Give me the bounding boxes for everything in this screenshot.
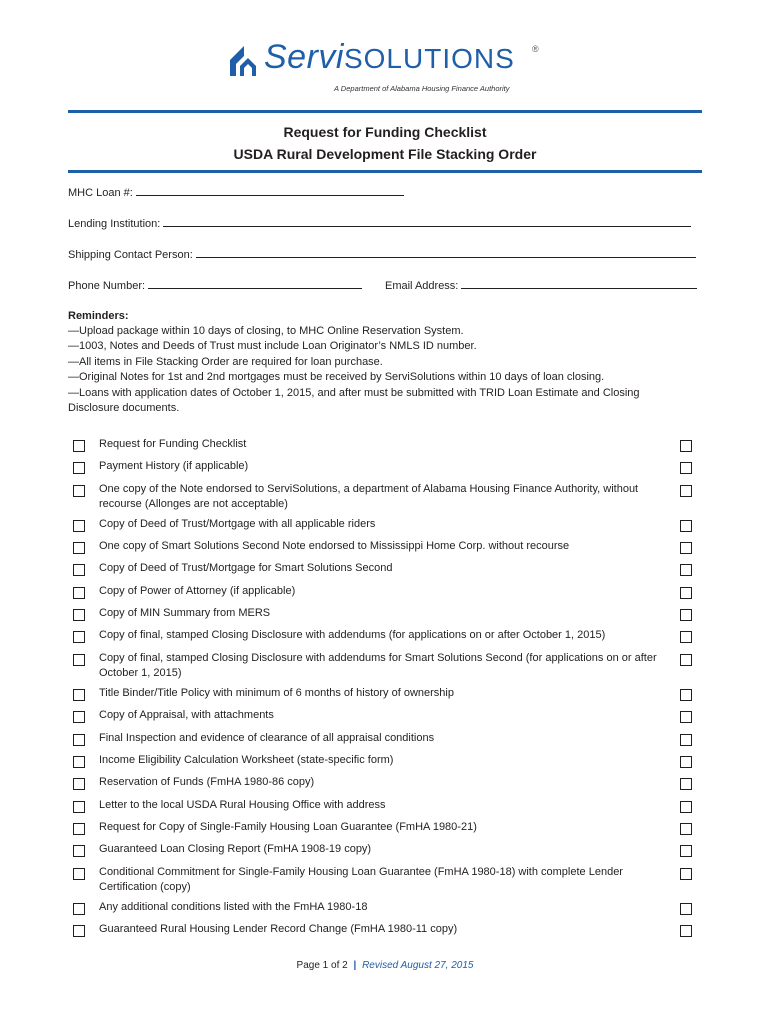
shipping-contact-line[interactable] bbox=[196, 247, 696, 258]
right-checkbox[interactable] bbox=[680, 903, 692, 915]
title-rule bbox=[68, 170, 702, 173]
right-checkbox[interactable] bbox=[680, 485, 692, 497]
left-checkbox[interactable] bbox=[73, 868, 85, 880]
right-checkbox[interactable] bbox=[680, 756, 692, 768]
logo-wordmark: ServiSOLUTIONS bbox=[264, 38, 515, 76]
page-subtitle: USDA Rural Development File Stacking Order bbox=[233, 146, 537, 162]
checklist-item: Copy of MIN Summary from MERS bbox=[99, 607, 271, 619]
checklist-item: Request for Copy of Single-Family Housing Loan Guarantee (FmHA 1980-21) bbox=[99, 821, 477, 833]
right-checkbox[interactable] bbox=[680, 868, 692, 880]
mhc-loan-field[interactable] bbox=[68, 185, 404, 199]
checklist-item: One copy of the Note endorsed to ServiSolutions, a department of Alabama Housing Finance Authority, without recourse (Allonges are not acceptable) bbox=[99, 483, 639, 510]
left-checkbox[interactable] bbox=[73, 711, 85, 723]
checklist-item: Conditional Commitment for Single-Family Housing Loan Guarantee (FmHA 1980-18) with complete Lender Certification (copy) bbox=[99, 866, 623, 893]
right-checkbox[interactable] bbox=[680, 925, 692, 937]
shipping-contact-label: Shipping Contact Person: bbox=[68, 249, 193, 261]
right-checkbox[interactable] bbox=[680, 440, 692, 452]
reminder-line: —All items in File Stacking Order are required for loan purchase. bbox=[68, 356, 383, 368]
reminder-line: —Original Notes for 1st and 2nd mortgages must be received by ServiSolutions within 10 days of loan closing. bbox=[68, 371, 605, 383]
right-checkbox[interactable] bbox=[680, 689, 692, 701]
checklist-item: Payment History (if applicable) bbox=[99, 460, 249, 472]
left-checkbox[interactable] bbox=[73, 654, 85, 666]
checklist-item: Copy of Power of Attorney (if applicable) bbox=[99, 585, 296, 597]
checklist-item: Request for Funding Checklist bbox=[99, 438, 247, 450]
phone-line[interactable] bbox=[148, 278, 362, 289]
checklist-item: Any additional conditions listed with the FmHA 1980-18 bbox=[99, 901, 368, 913]
lending-institution-field[interactable] bbox=[68, 216, 691, 230]
right-checkbox[interactable] bbox=[680, 587, 692, 599]
right-checkbox[interactable] bbox=[680, 564, 692, 576]
checklist-item: Copy of Appraisal, with attachments bbox=[99, 709, 274, 721]
right-checkbox[interactable] bbox=[680, 654, 692, 666]
left-checkbox[interactable] bbox=[73, 903, 85, 915]
shipping-contact-field[interactable] bbox=[68, 247, 696, 261]
right-checkbox[interactable] bbox=[680, 462, 692, 474]
left-checkbox[interactable] bbox=[73, 440, 85, 452]
reminder-line: —1003, Notes and Deeds of Trust must include Loan Originator’s NMLS ID number. bbox=[68, 340, 477, 352]
checklist-item: Title Binder/Title Policy with minimum of 6 months of history of ownership bbox=[99, 687, 454, 699]
reminders-title: Reminders: bbox=[68, 310, 129, 322]
house-roof-icon bbox=[230, 46, 260, 76]
right-checkbox[interactable] bbox=[680, 631, 692, 643]
left-checkbox[interactable] bbox=[73, 631, 85, 643]
mhc-loan-line[interactable] bbox=[136, 185, 404, 196]
top-rule bbox=[68, 110, 702, 113]
left-checkbox[interactable] bbox=[73, 734, 85, 746]
right-checkbox[interactable] bbox=[680, 609, 692, 621]
right-checkbox[interactable] bbox=[680, 801, 692, 813]
left-checkbox[interactable] bbox=[73, 542, 85, 554]
lending-institution-line[interactable] bbox=[163, 216, 691, 227]
email-line[interactable] bbox=[461, 278, 697, 289]
right-checkbox[interactable] bbox=[680, 845, 692, 857]
checklist-item: Copy of Deed of Trust/Mortgage for Smart Solutions Second bbox=[99, 562, 393, 574]
email-label: Email Address: bbox=[385, 280, 459, 292]
left-checkbox[interactable] bbox=[73, 689, 85, 701]
footer-separator: | bbox=[353, 960, 357, 971]
left-checkbox[interactable] bbox=[73, 801, 85, 813]
checklist-item: Copy of final, stamped Closing Disclosure with addendums (for applications on or after October 1, 2015) bbox=[99, 629, 606, 641]
left-checkbox[interactable] bbox=[73, 485, 85, 497]
checklist-item: Copy of final, stamped Closing Disclosure with addendums for Smart Solutions Second (for applications on or after October 1, 2015) bbox=[99, 652, 657, 679]
phone-label: Phone Number: bbox=[68, 280, 146, 292]
right-checkbox[interactable] bbox=[680, 520, 692, 532]
checklist-item: Income Eligibility Calculation Worksheet (state-specific form) bbox=[99, 754, 394, 766]
right-checkbox[interactable] bbox=[680, 778, 692, 790]
left-checkbox[interactable] bbox=[73, 925, 85, 937]
left-checkbox[interactable] bbox=[73, 756, 85, 768]
revision-date: Revised August 27, 2015 bbox=[362, 960, 474, 971]
phone-field[interactable] bbox=[68, 278, 362, 292]
right-checkbox[interactable] bbox=[680, 823, 692, 835]
checklist-item: Guaranteed Rural Housing Lender Record Change (FmHA 1980-11 copy) bbox=[99, 923, 458, 935]
right-checkbox[interactable] bbox=[680, 542, 692, 554]
registered-mark: ® bbox=[532, 44, 539, 54]
reminder-line: —Upload package within 10 days of closing, to MHC Online Reservation System. bbox=[68, 325, 464, 337]
logo-tagline: A Department of Alabama Housing Finance Authority bbox=[334, 84, 510, 93]
page-title: Request for Funding Checklist bbox=[283, 124, 487, 140]
left-checkbox[interactable] bbox=[73, 520, 85, 532]
mhc-loan-label: MHC Loan #: bbox=[68, 187, 133, 199]
left-checkbox[interactable] bbox=[73, 564, 85, 576]
checklist-item: Copy of Deed of Trust/Mortgage with all applicable riders bbox=[99, 518, 376, 530]
left-checkbox[interactable] bbox=[73, 587, 85, 599]
left-checkbox[interactable] bbox=[73, 845, 85, 857]
right-checkbox[interactable] bbox=[680, 711, 692, 723]
lending-institution-label: Lending Institution: bbox=[68, 218, 161, 230]
page-number: Page 1 of 2 bbox=[296, 960, 348, 971]
left-checkbox[interactable] bbox=[73, 609, 85, 621]
reminder-line: —Loans with application dates of October 1, 2015, and after must be submitted with TRID Loan Estimate and Closing bbox=[68, 387, 640, 399]
left-checkbox[interactable] bbox=[73, 823, 85, 835]
checklist-item: Letter to the local USDA Rural Housing Office with address bbox=[99, 799, 386, 811]
checklist-item: Guaranteed Loan Closing Report (FmHA 1908-19 copy) bbox=[99, 843, 372, 855]
reminder-line: Disclosure documents. bbox=[68, 402, 180, 414]
left-checkbox[interactable] bbox=[73, 778, 85, 790]
email-field[interactable] bbox=[385, 278, 697, 292]
checklist-item: One copy of Smart Solutions Second Note endorsed to Mississippi Home Corp. without recourse bbox=[99, 540, 570, 552]
checklist-item: Reservation of Funds (FmHA 1980-86 copy) bbox=[99, 776, 315, 788]
left-checkbox[interactable] bbox=[73, 462, 85, 474]
page-footer bbox=[0, 960, 770, 971]
right-checkbox[interactable] bbox=[680, 734, 692, 746]
checklist-item: Final Inspection and evidence of clearance of all appraisal conditions bbox=[99, 732, 435, 744]
